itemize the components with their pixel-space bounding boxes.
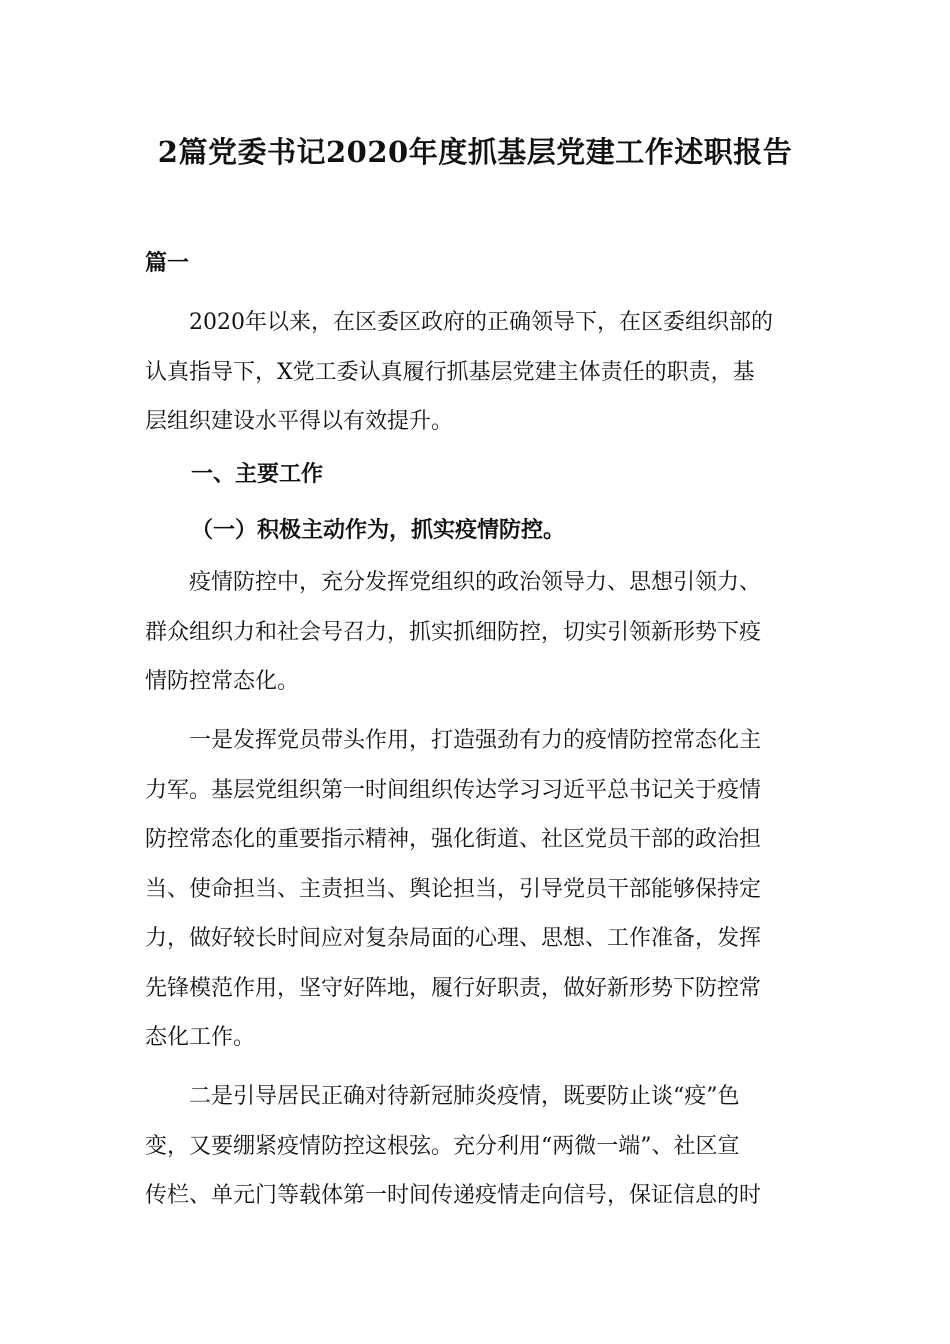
paragraph-line: 力，做好较长时间应对复杂局面的心理、思想、工作准备，发挥 [145, 926, 762, 951]
point-one-paragraph [145, 716, 810, 1063]
paragraph-line: 情防控常态化。 [145, 669, 300, 694]
epidemic-paragraph [145, 558, 810, 707]
paragraph-line: 当、使命担当、主责担当、舆论担当，引导党员干部能够保持定 [145, 876, 762, 902]
heading-epidemic-control: （一）积极主动作为，抓实疫情防控。 [191, 517, 566, 543]
paragraph-line: 传栏、单元门等载体第一时间传递疫情走向信号，保证信息的时 [145, 1183, 762, 1208]
document-title: 2篇党委书记2020年度抓基层党建工作述职报告 [157, 135, 793, 169]
section-label: 篇一 [145, 250, 190, 276]
paragraph-line: 力军。基层党组织第一时间组织传达学习习近平总书记关于疫情 [145, 777, 762, 803]
paragraph-line: 2020年以来，在区委区政府的正确领导下，在区委组织部的 [189, 310, 773, 335]
paragraph-line: 疫情防控中，充分发挥党组织的政治领导力、思想引领力、 [189, 570, 762, 595]
paragraph-line: 层组织建设水平得以有效提升。 [145, 409, 454, 434]
point-two-paragraph [145, 1072, 810, 1221]
paragraph-line: 防控常态化的重要指示精神，强化街道、社区党员干部的政治担 [145, 827, 762, 852]
paragraph-line: 一是发挥党员带头作用，打造强劲有力的疫情防控常态化主 [189, 728, 762, 753]
paragraph-line: 认真指导下，X党工委认真履行抓基层党建主体责任的职责，基 [145, 359, 755, 385]
intro-paragraph [145, 298, 810, 447]
paragraph-line: 态化工作。 [145, 1025, 256, 1050]
paragraph-line: 变，又要绷紧疫情防控这根弦。充分利用“两微一端”、社区宣 [145, 1133, 740, 1159]
paragraph-line: 先锋模范作用，坚守好阵地，履行好职责，做好新形势下防控常 [145, 975, 762, 1001]
heading-main-work: 一、主要工作 [191, 461, 324, 487]
paragraph-line: 群众组织力和社会号召力，抓实抓细防控，切实引领新形势下疫 [145, 619, 762, 645]
paragraph-line: 二是引导居民正确对待新冠肺炎疫情，既要防止谈“疫”色 [189, 1084, 740, 1109]
